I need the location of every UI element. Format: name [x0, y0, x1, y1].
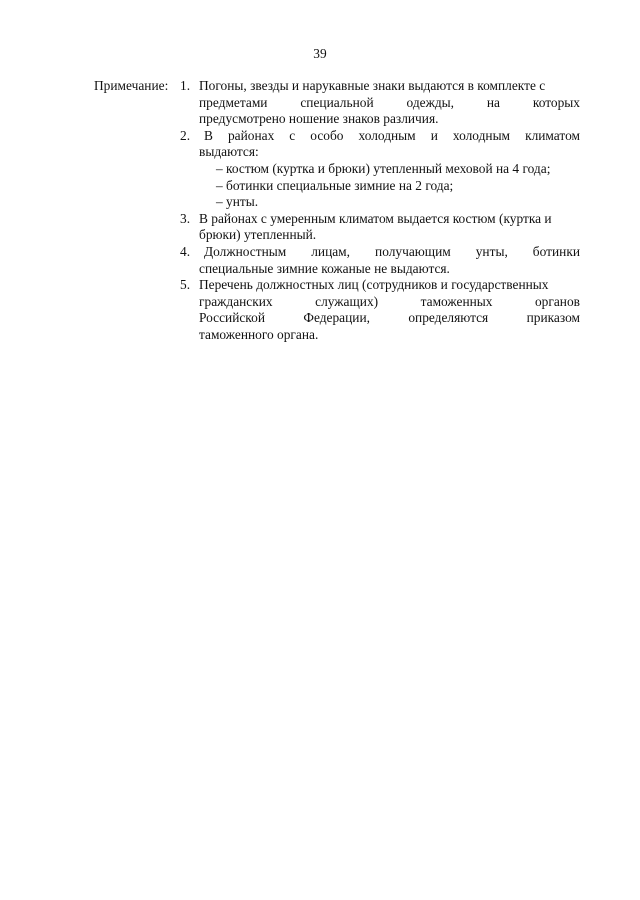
note-item-2: [180, 128, 580, 145]
note-sublist: [216, 161, 580, 211]
note-item-body: [204, 244, 580, 261]
note-item-line: предусмотрено ношение знаков различия.: [199, 111, 439, 127]
note-item-body: [199, 78, 580, 128]
note-block: [94, 78, 580, 344]
note-label: Примечание:: [94, 78, 169, 93]
note-item-line: брюки) утепленный.: [199, 227, 317, 243]
note-sublist-item: – костюм (куртка и брюки) утепленный меховой на 4 года;: [216, 160, 551, 176]
note-item-1: [180, 78, 580, 128]
note-item-4: [180, 244, 580, 261]
note-item-line: Российской Федерации, определяются приказом: [199, 310, 580, 326]
note-item-number: 4.: [180, 243, 191, 259]
note-item-number: 2.: [180, 127, 191, 143]
note-item-line: Погоны, звезды и нарукавные знаки выдаются в комплекте с: [199, 78, 546, 93]
note-item-line: В районах с особо холодным и холодным климатом: [204, 127, 580, 143]
note-item-line: таможенного органа.: [199, 326, 319, 342]
note-item-body: [199, 277, 580, 343]
note-item-body: [199, 261, 580, 278]
note-item-5: [180, 277, 580, 343]
page-number: 39: [313, 46, 327, 61]
note-item-number: 3.: [180, 210, 191, 226]
note-item-2-continuation: [180, 144, 580, 210]
note-item-line: В районах с умеренным климатом выдается костюм (куртка и: [199, 210, 552, 226]
note-item-line: специальные зимние кожаные не выдаются.: [199, 260, 450, 276]
note-sublist-item: – ботинки специальные зимние на 2 года;: [216, 177, 454, 193]
note-item-number: 1.: [180, 78, 191, 93]
note-item-line: гражданских служащих) таможенных органов: [199, 293, 580, 309]
note-item-body: [199, 211, 580, 244]
note-item-body: [199, 144, 580, 210]
note-item-line: Должностным лицам, получающим унты, ботинки: [204, 243, 580, 259]
note-item-4-continuation: [180, 261, 580, 278]
note-item-3: [180, 211, 580, 244]
note-sublist-item: – унты.: [216, 194, 259, 210]
note-item-line: Перечень должностных лиц (сотрудников и государственных: [199, 277, 549, 293]
note-items: [180, 78, 580, 344]
note-item-line: предметами специальной одежды, на которых: [199, 94, 580, 110]
note-item-line: выдаются:: [199, 144, 259, 160]
note-item-body: [204, 128, 580, 145]
note-item-number: 5.: [180, 277, 191, 293]
